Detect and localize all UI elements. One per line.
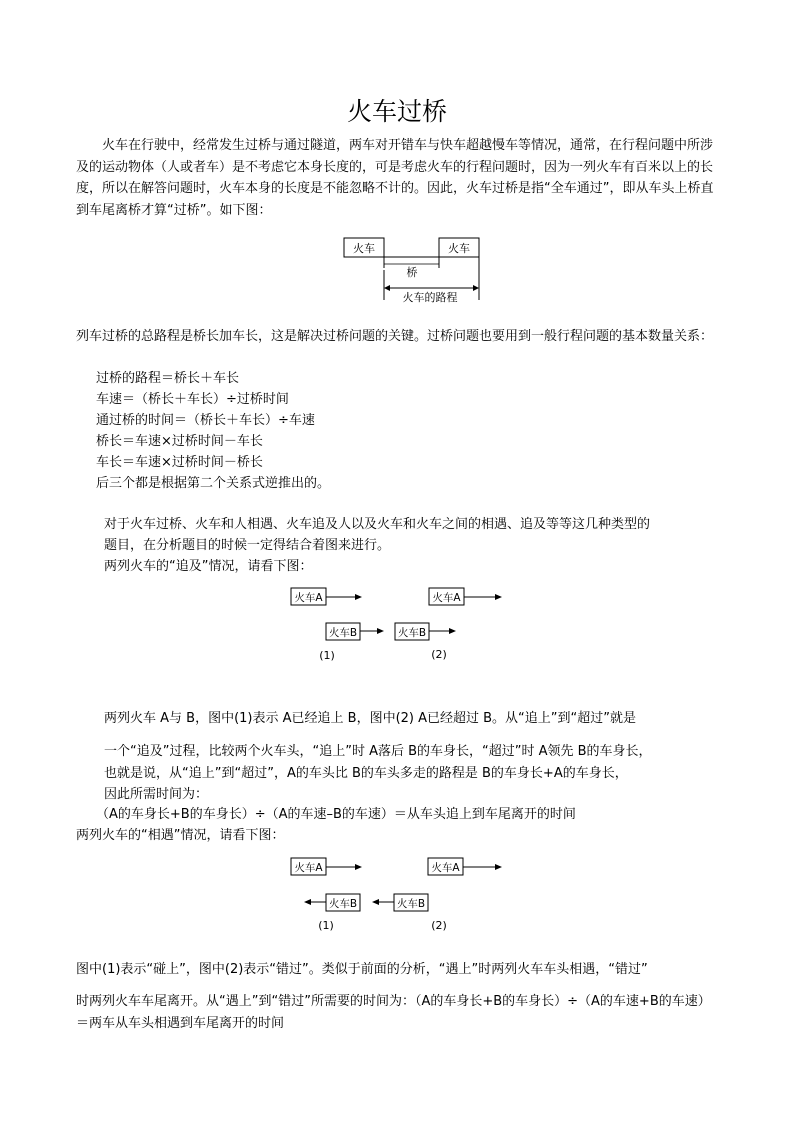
formula-note: 后三个都是根据第二个关系式逆推出的。	[96, 476, 331, 491]
train-b1-label: 火车B	[328, 627, 358, 639]
meet-label-1: (1)	[318, 919, 334, 932]
chase-intro: 两列火车的“追及”情况，请看下图：	[104, 559, 313, 574]
meet-diagram	[286, 854, 516, 936]
formula-3: 通过桥的时间＝（桥长＋车长）÷车速	[96, 413, 315, 428]
train-b1-label: 火车B	[328, 898, 358, 910]
para3-line2: 题目，在分析题目的时候一定得结合着图来进行。	[104, 538, 391, 553]
chase-label-2: (2)	[431, 648, 447, 661]
train-left-label: 火车	[353, 242, 375, 255]
formula-5: 车长＝车速×过桥时间－桥长	[96, 455, 263, 470]
chase-diagram	[286, 584, 516, 664]
para-bridge-relation: 列车过桥的总路程是桥长加车长，这是解决过桥问题的关键。过桥问题也要用到一般行程问题的基本数量关系：	[76, 329, 714, 344]
meet-label-2: (2)	[431, 919, 447, 932]
bridge-label: 桥	[406, 266, 418, 279]
chase-label-1: (1)	[319, 649, 335, 662]
chase-paragraph-3: 也就是说，从“追上”到“超过”，A的车头比 B的车头多走的路程是 B的车身长+A的车身长，	[104, 766, 628, 781]
train-b2-label: 火车B	[397, 627, 427, 639]
page-title: 火车过桥	[346, 97, 447, 126]
intro-paragraph: 火车在行驶中，经常发生过桥与通过隧道，两车对开错车与快车超越慢车等情况，通常，在行程问题中所涉及的运动物体（人或者车）是不考虑它本身长度的，可是考虑火车的行程问题时，因为一列火车有百米以上的长度，所以在解答问题时，火车本身的长度是不能忽略不计的。因此，火车过桥是指“全车通过”，即从车头上桥直到车尾离桥才算“过桥”。如下图：	[76, 138, 714, 218]
meet-intro: 两列火车的“相遇”情况，请看下图：	[76, 828, 285, 843]
train-a2-label: 火车A	[431, 862, 460, 874]
train-a1-label: 火车A	[294, 592, 323, 604]
route-label: 火车的路程	[402, 291, 458, 304]
train-right-label: 火车	[448, 242, 470, 255]
para3-line1: 对于火车过桥、火车和人相遇、火车追及人以及火车和火车之间的相遇、追及等等这几种类型的	[104, 517, 651, 532]
meet-paragraph-2: 时两列火车车尾离开。从“遇上”到“错过”所需要的时间为：（A的车身长+B的车身长）÷（A的车速+B的车速）＝两车从车头相遇到车尾离开的时间	[76, 994, 711, 1031]
formula-2: 车速＝（桥长＋车长）÷过桥时间	[96, 392, 289, 407]
formula-4: 桥长＝车速×过桥时间－车长	[96, 434, 263, 449]
train-b2-label: 火车B	[396, 898, 426, 910]
train-a1-label: 火车A	[294, 862, 323, 874]
chase-formula: （A的车身长+B的车身长）÷（A的车速–B的车速）＝从车头追上到车尾离开的时间	[96, 807, 576, 822]
chase-paragraph-2: 一个“追及”过程，比较两个火车头，“追上”时 A落后 B的车身长，“超过”时 A领先 B的车身长，	[104, 744, 652, 759]
chase-paragraph-1: 两列火车 A与 B，图中(1)表示 A已经追上 B，图中(2) A已经超过 B。从“追上”到“超过”就是	[104, 711, 636, 726]
formula-1: 过桥的路程＝桥长＋车长	[96, 371, 240, 386]
train-a2-label: 火车A	[432, 592, 461, 604]
meet-paragraph-1: 图中(1)表示“碰上”，图中(2)表示“错过”。类似于前面的分析，“遇上”时两列火车车头相遇，“错过”	[76, 962, 648, 977]
chase-paragraph-4: 因此所需时间为：	[104, 787, 209, 802]
bridge-diagram	[340, 234, 490, 306]
